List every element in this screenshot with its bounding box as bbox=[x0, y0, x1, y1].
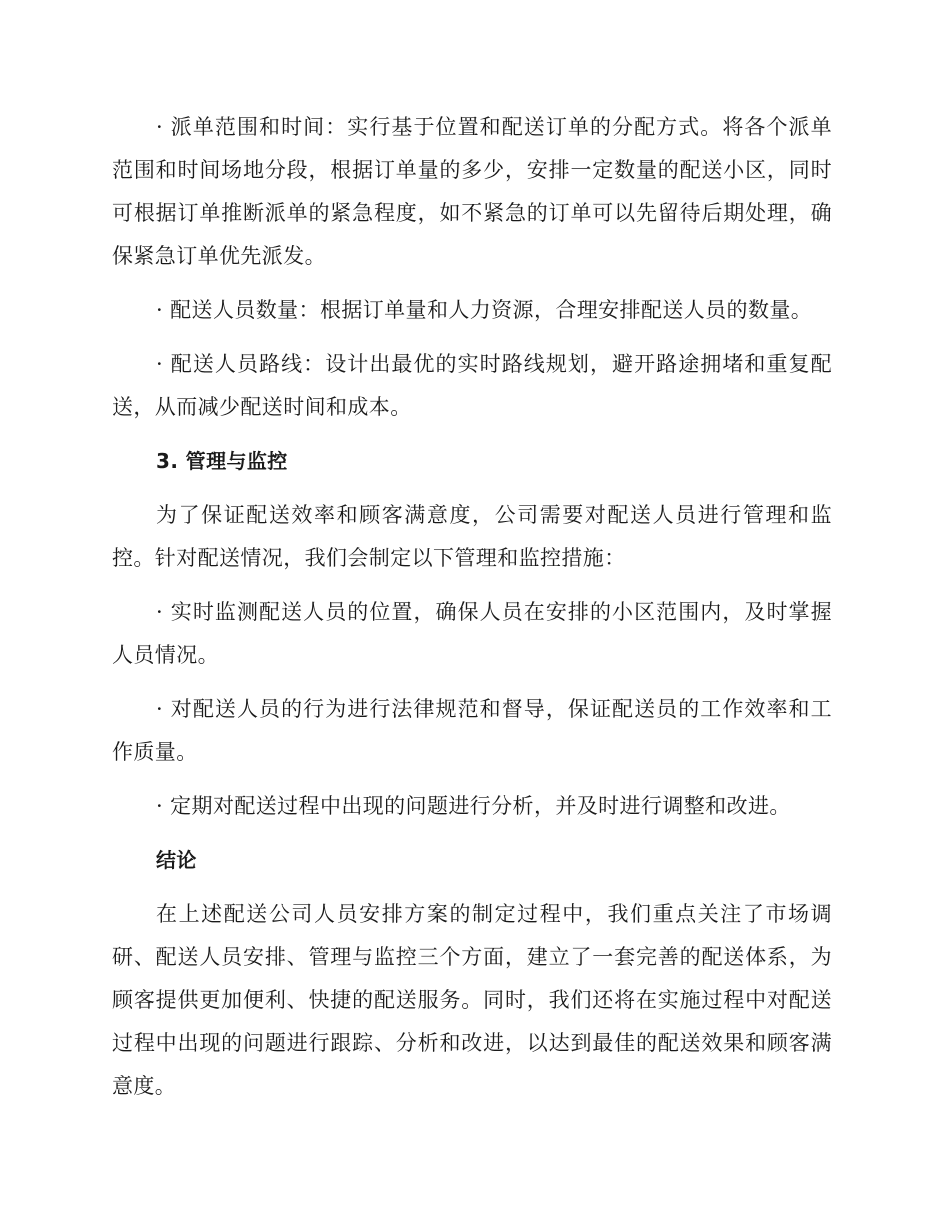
paragraph-conclusion: 在上述配送公司人员安排方案的制定过程中，我们重点关注了市场调研、配送人员安排、管理与监控三个方面，建立了一套完善的配送体系，为顾客提供更加便利、快捷的配送服务。同时，我们还将在实施过程中对配送过程中出现的问题进行跟踪、分析和改进，以达到最佳的配送效果和顾客满意度。 bbox=[112, 902, 832, 1098]
paragraph-management-intro: 为了保证配送效率和顾客满意度，公司需要对配送人员进行管理和监控。针对配送情况，我们会制定以下管理和监控措施： bbox=[112, 503, 832, 570]
document-body bbox=[112, 106, 832, 1119]
section-heading-conclusion: 结论 bbox=[156, 848, 197, 872]
bullet-problem-analysis: · 定期对配送过程中出现的问题进行分析，并及时进行调整和改进。 bbox=[156, 794, 791, 818]
bullet-dispatch-scope: · 派单范围和时间：实行基于位置和配送订单的分配方式。将各个派单范围和时间场地分段，根据订单量的多少，安排一定数量的配送小区，同时可根据订单推断派单的紧急程度，如不紧急的订单可以先留待后期处理，确保紧急订单优先派发。 bbox=[112, 115, 832, 268]
bullet-staff-count: · 配送人员数量：根据订单量和人力资源，合理安排配送人员的数量。 bbox=[156, 298, 813, 322]
bullet-staff-route: · 配送人员路线：设计出最优的实时路线规划，避开路途拥堵和重复配送，从而减少配送时间和成本。 bbox=[112, 352, 832, 419]
bullet-location-monitoring: · 实时监测配送人员的位置，确保人员在安排的小区范围内，及时掌握人员情况。 bbox=[112, 600, 832, 667]
bullet-behavior-supervision: · 对配送人员的行为进行法律规范和督导，保证配送员的工作效率和工作质量。 bbox=[112, 697, 832, 764]
section-heading-management: 3. 管理与监控 bbox=[156, 449, 288, 473]
